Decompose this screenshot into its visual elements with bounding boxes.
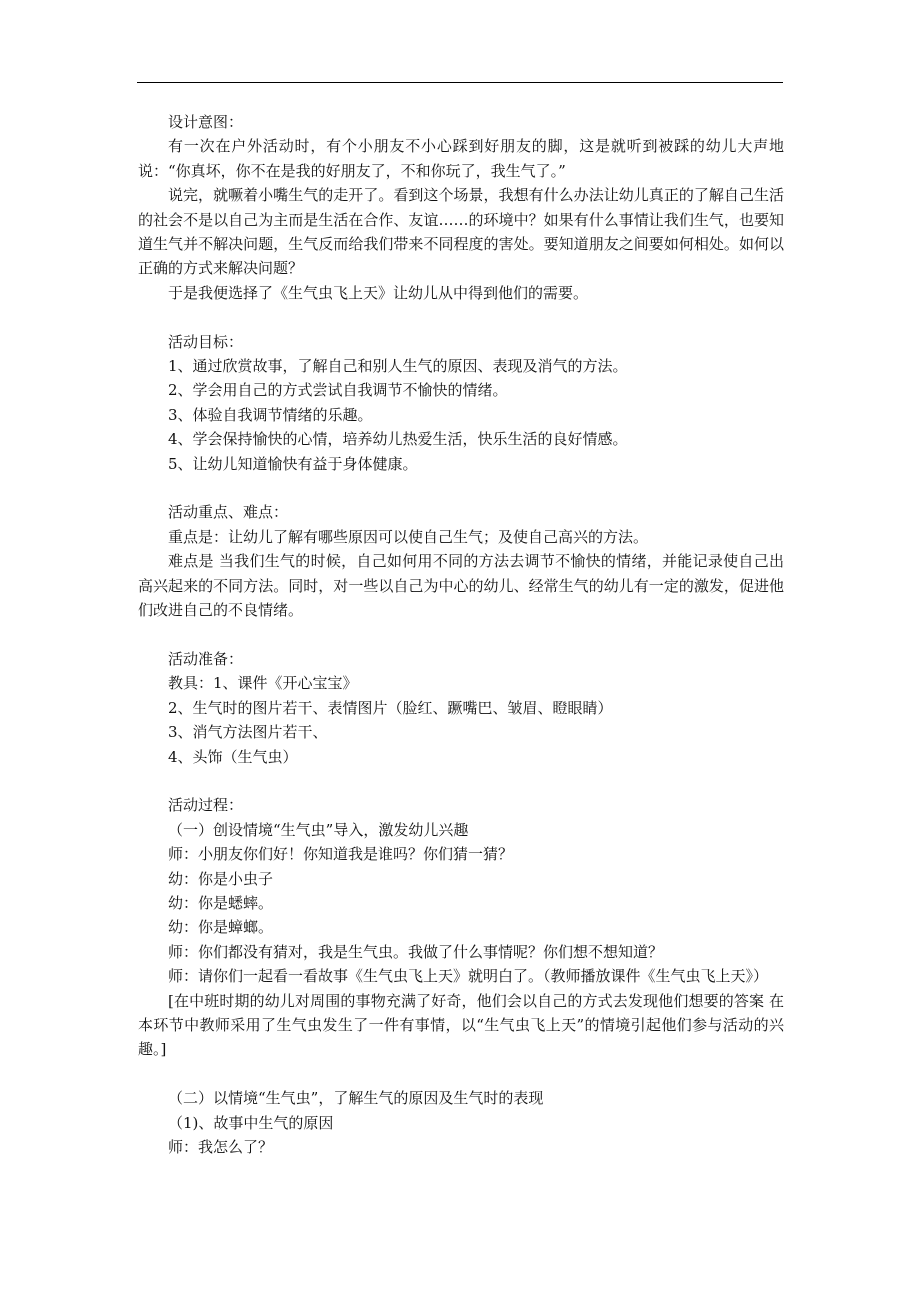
prep-item: 教具：1、课件《开心宝宝》 — [168, 674, 358, 693]
dialogue-line: 师：我怎么了？ — [168, 1137, 274, 1156]
goal-item: 1、通过欣赏故事，了解自己和别人生气的原因、表现及消气的方法。 — [168, 357, 628, 376]
spacer — [138, 305, 784, 329]
goal-item: 5、让幼儿知道愉快有益于身体健康。 — [168, 454, 418, 473]
process-step-1: （一）创设情境“生气虫”导入，激发幼儿兴趣 — [168, 820, 469, 839]
dialogue-line: 幼：你是小虫子 — [168, 869, 274, 888]
spacer — [138, 769, 784, 793]
intent-paragraph-3: 于是我便选择了《生气虫飞上天》让幼儿从中得到他们的需要。 — [168, 283, 589, 302]
process-step-2: （二）以情境“生气虫”，了解生气的原因及生气时的表现 — [168, 1089, 544, 1108]
prep-item: 2、生气时的图片若干、表情图片（脸红、蹶嘴巴、皱眉、瞪眼睛） — [168, 698, 613, 717]
prep-item: 3、消气方法图片若干、 — [168, 723, 328, 742]
goal-item: 3、体验自我调节情绪的乐趣。 — [168, 405, 373, 424]
keypoint-hard: 难点是 当我们生气的时候，自己如何用不同的方法去调节不愉快的情绪，并能记录使自己出高兴起来的不同方法。同时，对一些以自己为中心的幼儿、经常生气的幼儿有一定的激发，促进他们改进自己的不良情绪。 — [138, 552, 784, 620]
dialogue-line: 师：你们都没有猜对，我是生气虫。我做了什么事情呢？你们想不想知道？ — [168, 942, 664, 961]
goal-item: 4、学会保持愉快的心情，培养幼儿热爱生活，快乐生活的良好情感。 — [168, 430, 628, 449]
prep-heading: 活动准备： — [168, 649, 244, 668]
dialogue-line: 师：小朋友你们好！你知道我是谁吗？你们猜一猜？ — [168, 845, 514, 864]
spacer — [138, 1062, 784, 1086]
spacer — [138, 623, 784, 647]
spacer — [138, 476, 784, 500]
dialogue-line: 师：请你们一起看一看故事《生气虫飞上天》就明白了。（教师播放课件《生气虫飞上天》） — [168, 967, 769, 986]
teacher-note: [在中班时期的幼儿对周围的事物充满了好奇，他们会以自己的方式去发现他们想要的答案 在本环节中教师采用了生气虫发生了一件有事情，以“生气虫飞上天”的情境引起他们参与活动的兴趣。] — [138, 991, 784, 1059]
document-body — [138, 110, 784, 1159]
intent-paragraph-1: 有一次在户外活动时，有个小朋友不小心踩到好朋友的脚，这是就听到被踩的幼儿大声地说：“你真坏，你不在是我的好朋友了，不和你玩了，我生气了。” — [138, 137, 784, 180]
goal-item: 2、学会用自己的方式尝试自我调节不愉快的情绪。 — [168, 381, 508, 400]
dialogue-line: 幼：你是蟋蟀。 — [168, 893, 274, 912]
goals-heading: 活动目标： — [168, 332, 244, 351]
header-rule — [137, 82, 783, 83]
intent-paragraph-2: 说完，就噘着小嘴生气的走开了。看到这个场景，我想有什么办法让幼儿真正的了解自己生活的社会不是以自己为主而是生活在合作、友谊……的环境中？如果有什么事情让我们生气，也要知道生气并不解决问题，生气反而给我们带来不同程度的害处。要知道朋友之间要如何相处。如何以正确的方式来解决问题？ — [138, 186, 784, 278]
process-substep-1: （1)、故事中生气的原因 — [168, 1113, 334, 1132]
keypoints-heading: 活动重点、难点： — [168, 503, 289, 522]
keypoint-key: 重点是：让幼儿了解有哪些原因可以使自己生气；及使自己高兴的方法。 — [168, 527, 649, 546]
intent-heading: 设计意图： — [168, 113, 244, 131]
prep-item: 4、头饰（生气虫） — [168, 747, 298, 766]
process-heading: 活动过程： — [168, 796, 244, 815]
dialogue-line: 幼：你是蟑螂。 — [168, 918, 274, 937]
